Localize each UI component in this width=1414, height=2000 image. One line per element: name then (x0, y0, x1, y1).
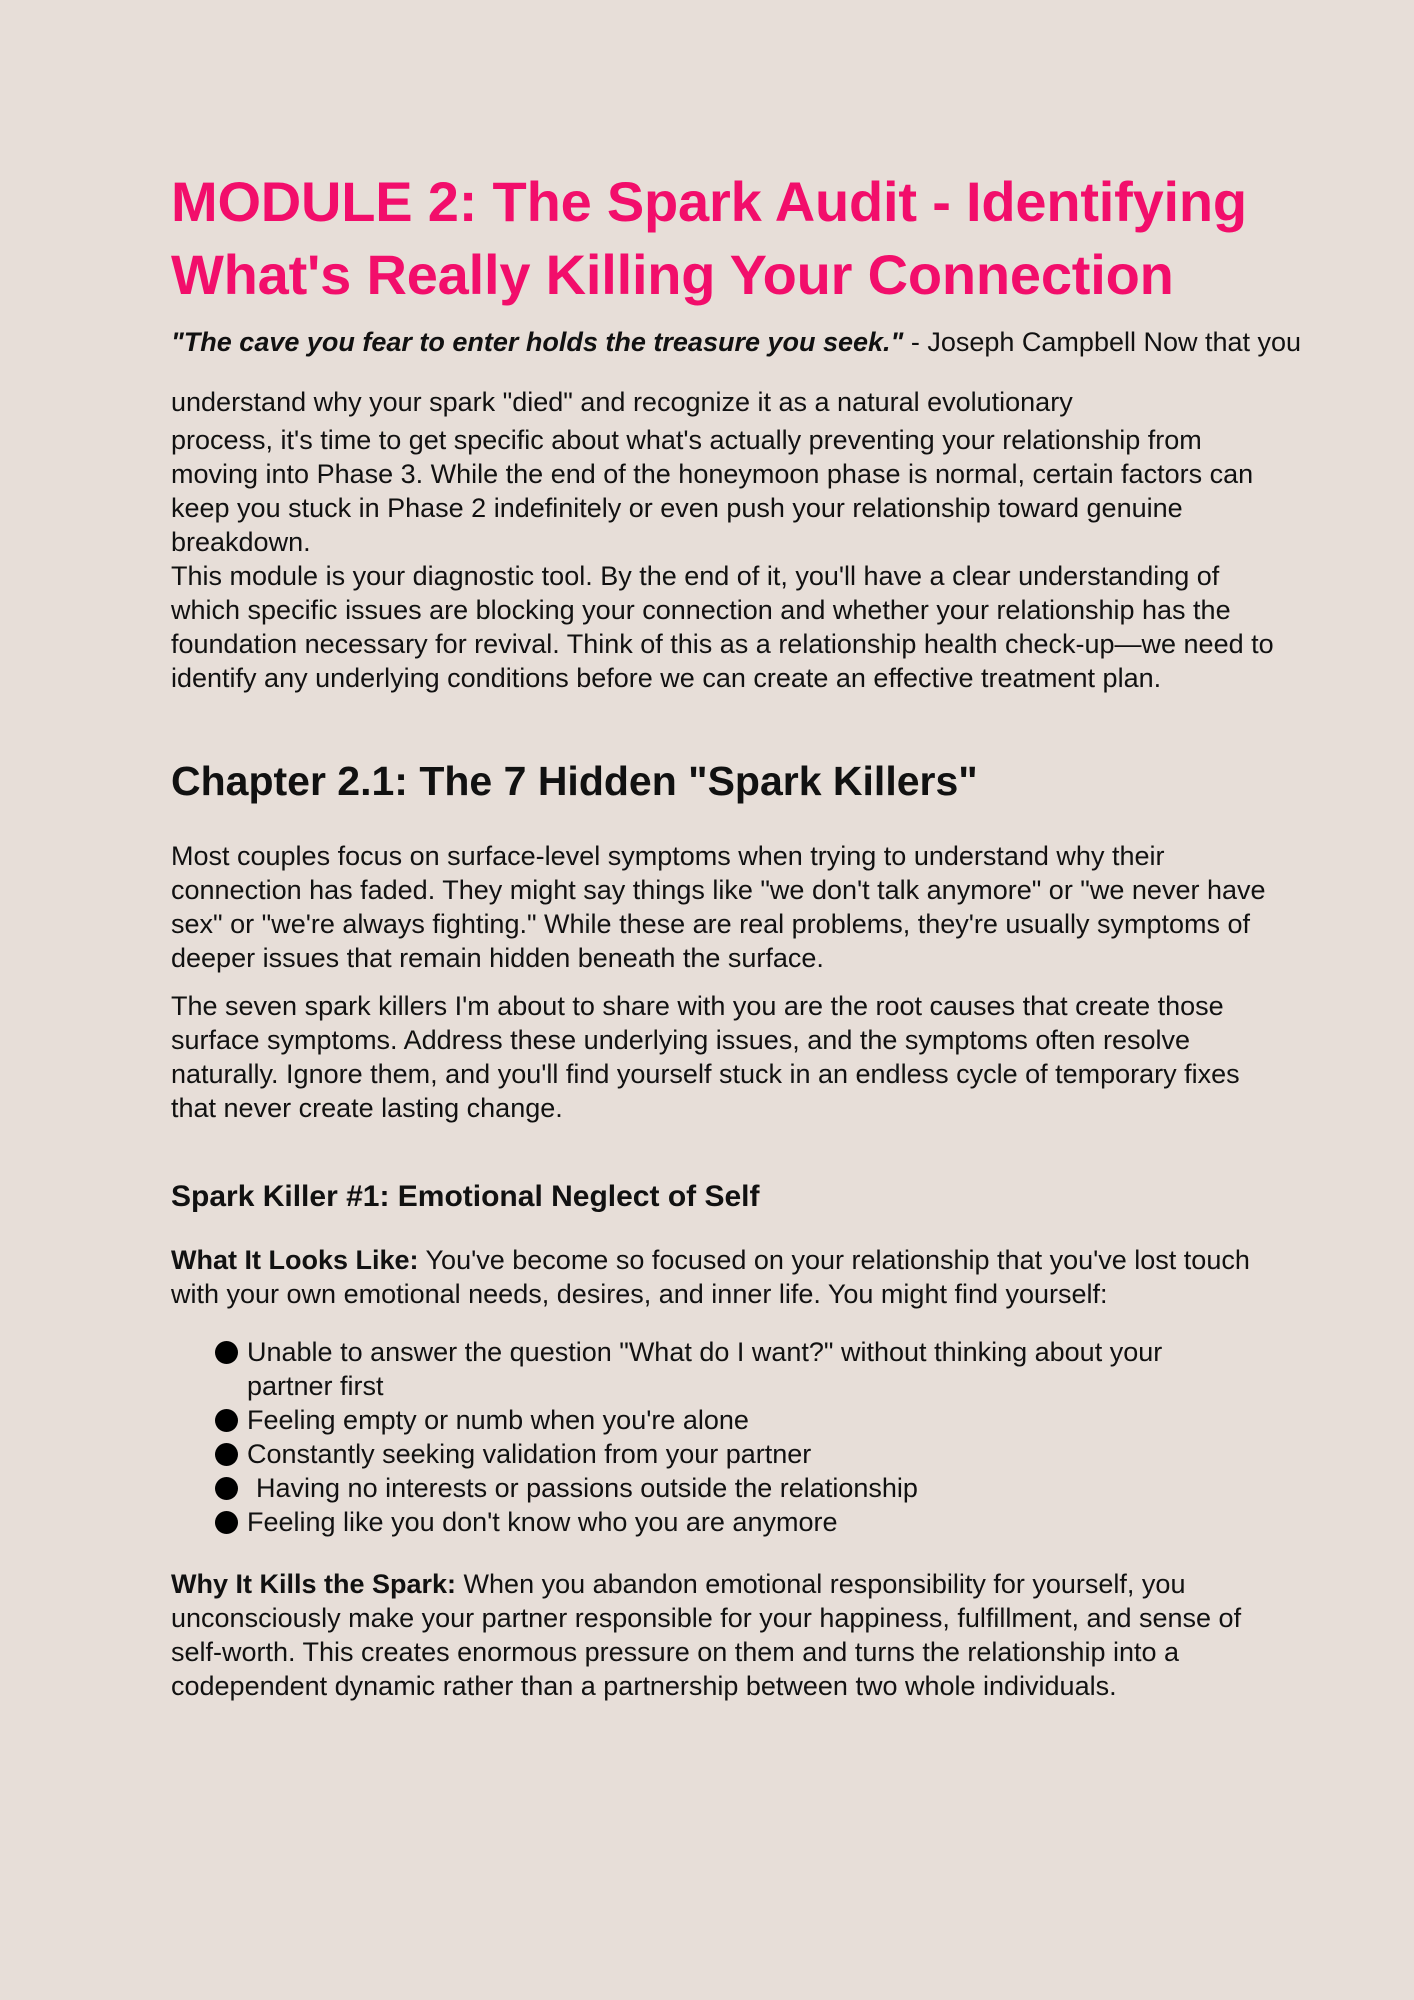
looks-like-text: You've become so focused on your relationship that you've lost touch with your own emotional needs, desires, and inner life. You might find yourself: (171, 1245, 1250, 1309)
epigraph-attribution: - Joseph Campbell Now that you (903, 327, 1302, 357)
epigraph-quote: "The cave you fear to enter holds the treasure you seek." (171, 327, 904, 357)
why-label: Why It Kills the Spark: (171, 1569, 457, 1599)
list-item-text: Having no interests or passions outside the relationship (256, 1473, 918, 1503)
intro-paragraph-1-line-1: understand why your spark "died" and recognize it as a natural evolutionary (171, 387, 1073, 417)
list-item (215, 1505, 1281, 1539)
epigraph-line (171, 325, 1302, 359)
list-item-text: Unable to answer the question "What do I want?" without thinking about your partner first (247, 1337, 1163, 1401)
symptom-list (215, 1335, 1281, 1539)
list-item (215, 1471, 1281, 1505)
why-paragraph (171, 1567, 1281, 1703)
bullet-icon (215, 1443, 238, 1466)
looks-like-paragraph (171, 1243, 1281, 1311)
intro-paragraph-2: This module is your diagnostic tool. By the end of it, you'll have a clear understanding of which specific issues are blocking your connection and whether your relationship has the foundation necessary for revival. Think of this as a relationship health check-up—we need to identify any underlying conditions before we can create an effective treatment plan. (171, 561, 1274, 693)
bullet-icon (215, 1511, 238, 1534)
bullet-icon (215, 1477, 238, 1500)
intro-paragraph-1-rest: process, it's time to get specific about what's actually preventing your relationship from moving into Phase 3. While the end of the honeymoon phase is normal, certain factors can keep you stuck in Phase 2 indefinitely or even push your relationship toward genuine breakdown. (171, 425, 1254, 557)
list-item-text: Constantly seeking validation from your partner (247, 1439, 812, 1469)
intro-paragraph-1 (171, 385, 1281, 559)
spark-killer-title: Spark Killer #1: Emotional Neglect of Self (171, 1180, 760, 1213)
chapter-title: Chapter 2.1: The 7 Hidden "Spark Killers" (171, 758, 978, 804)
list-item-text: Feeling empty or numb when you're alone (247, 1405, 749, 1435)
chapter-paragraph-2: The seven spark killers I'm about to share with you are the root causes that create those surface symptoms. Address these underlying issues, and the symptoms often resolve naturally. Ignore them, and you'll find yourself stuck in an endless cycle of temporary fixes that never create lasting change. (171, 991, 1240, 1123)
looks-like-label: What It Looks Like: (171, 1245, 419, 1275)
list-item (215, 1335, 1281, 1403)
list-item (215, 1403, 1281, 1437)
bullet-icon (215, 1341, 238, 1364)
list-item-text: Feeling like you don't know who you are anymore (247, 1507, 838, 1537)
module-title: MODULE 2: The Spark Audit - Identifying What's Really Killing Your Connection (171, 170, 1247, 306)
bullet-icon (215, 1409, 238, 1432)
why-text: When you abandon emotional responsibility for yourself, you unconsciously make your partner responsible for your happiness, fulfillment, and sense of self-worth. This creates enormous pressure on them and turns the relationship into a codependent dynamic rather than a partnership between two whole individuals. (171, 1569, 1242, 1701)
list-item (215, 1437, 1281, 1471)
page-content (171, 165, 1302, 1703)
chapter-paragraph-1: Most couples focus on surface-level symptoms when trying to understand why their connection has faded. They might say things like "we don't talk anymore" or "we never have sex" or "we're always fighting." While these are real problems, they're usually symptoms of deeper issues that remain hidden beneath the surface. (171, 841, 1266, 973)
